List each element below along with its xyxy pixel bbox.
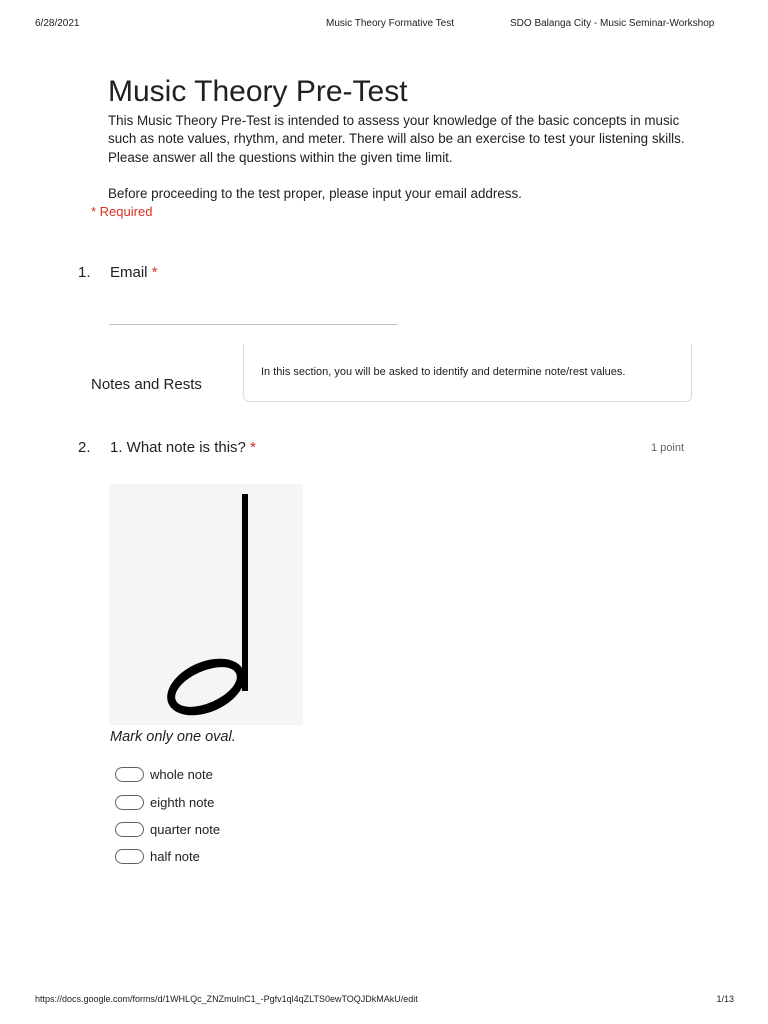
question-number: 1.: [78, 264, 91, 281]
radio-oval[interactable]: [115, 822, 144, 837]
note-stem: [242, 494, 248, 691]
required-asterisk: *: [151, 264, 158, 281]
option-label: whole note: [150, 766, 213, 782]
option-label: half note: [150, 848, 200, 864]
option-whole-note[interactable]: [115, 765, 213, 783]
question-title-note: [110, 439, 256, 456]
radio-oval[interactable]: [115, 767, 144, 782]
question-number: 2.: [78, 439, 91, 456]
print-url: https://docs.google.com/forms/d/1WHLQc_ZNZmuInC1_-Pgfv1ql4qZLTS0ewTOQJDkMAkU/edit: [35, 994, 418, 1004]
question-title-email: [110, 264, 158, 281]
section-title: Notes and Rests: [91, 376, 202, 393]
email-input-line[interactable]: [109, 324, 398, 325]
section-description: In this section, you will be asked to identify and determine note/rest values.: [261, 366, 626, 378]
option-quarter-note[interactable]: [115, 820, 220, 838]
question-text: 1. What note is this?: [110, 439, 246, 456]
print-doc-title: Music Theory Formative Test: [326, 18, 455, 29]
form-title: Music Theory Pre-Test: [108, 75, 408, 108]
option-half-note[interactable]: [115, 847, 200, 865]
print-site-name: SDO Balanga City - Music Seminar-Workshop: [510, 18, 715, 29]
radio-oval[interactable]: [115, 849, 144, 864]
note-head: [158, 647, 253, 725]
section-description-box: [243, 344, 692, 402]
half-note-icon: [109, 484, 303, 725]
form-description: This Music Theory Pre-Test is intended to assess your knowledge of the basic concepts in music such as note values, rhythm, and meter. There will also be an exercise to test your listening skills. Please answer all the questions within the given time limit.: [108, 113, 685, 165]
option-label: quarter note: [150, 821, 221, 837]
required-asterisk: *: [250, 439, 256, 456]
print-date: 6/28/2021: [35, 18, 80, 29]
form-description-block: [108, 112, 688, 203]
question-image: [109, 484, 303, 725]
question-text: Email: [110, 264, 148, 281]
required-note: * Required: [91, 204, 153, 219]
question-points: 1 point: [650, 442, 684, 454]
page-number: 1/13: [716, 994, 734, 1004]
instruction-text: Mark only one oval.: [110, 729, 236, 745]
option-eighth-note[interactable]: [115, 793, 214, 811]
option-label: eighth note: [150, 794, 215, 810]
radio-oval[interactable]: [115, 795, 144, 810]
email-prompt: Before proceeding to the test proper, please input your email address.: [108, 185, 522, 201]
